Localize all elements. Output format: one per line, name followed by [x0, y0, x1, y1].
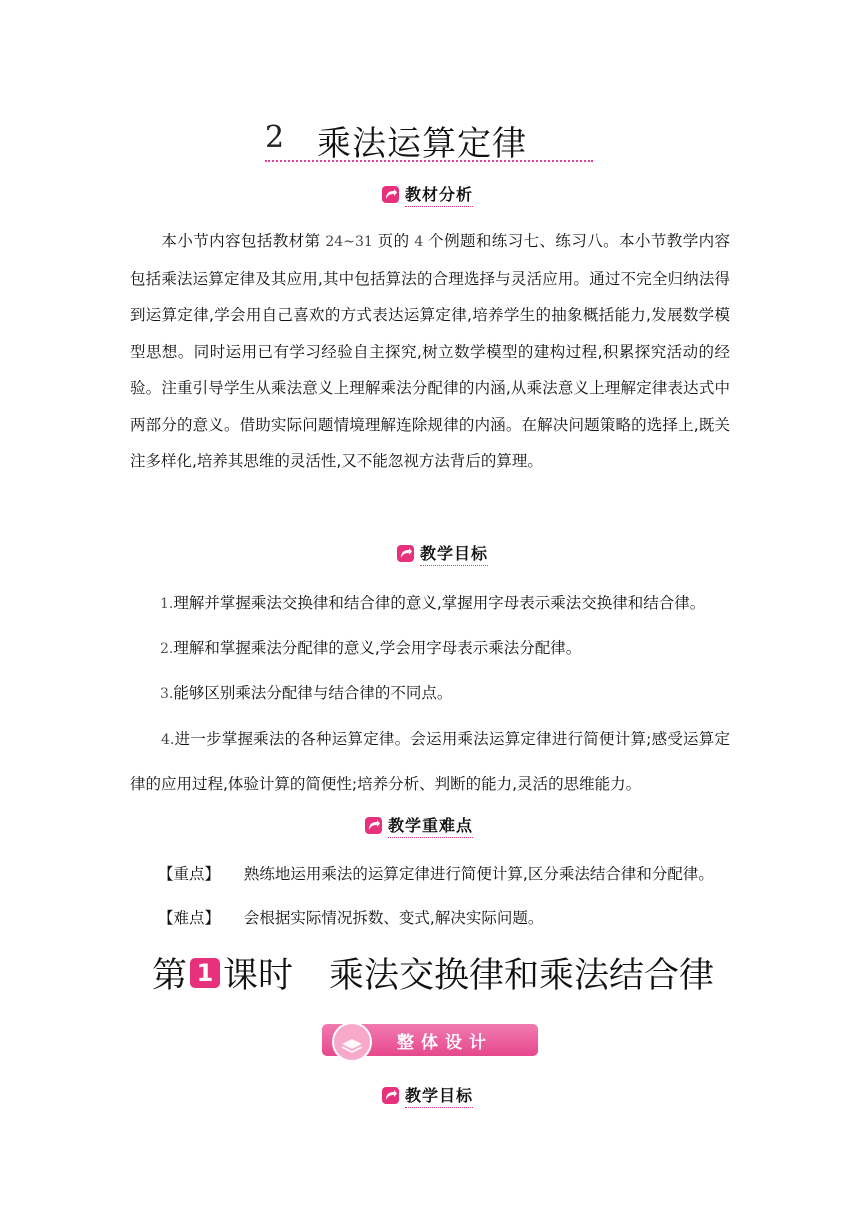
objective-item — [130, 717, 730, 806]
lesson-suffix: 课时 — [223, 956, 294, 996]
lesson-prefix: 第 — [152, 956, 188, 996]
chapter-number: 2 — [265, 120, 285, 155]
analysis-text-2: 页的 — [377, 232, 410, 250]
overall-design-banner — [322, 1024, 538, 1056]
objective-text: 理解和掌握乘法分配律的意义,学会用字母表示乘法分配律。 — [173, 639, 582, 657]
bookmark-arrow-icon — [365, 817, 382, 834]
bookmark-arrow-icon — [382, 1087, 399, 1104]
objective-item — [160, 636, 581, 658]
objective-item — [160, 591, 705, 613]
lesson-name: 乘法交换律和乘法结合律 — [329, 956, 715, 996]
focus-row — [158, 862, 714, 884]
chapter-title — [265, 118, 593, 162]
analysis-paragraph — [130, 223, 730, 480]
objective-item — [160, 681, 452, 703]
objective-number: 1. — [160, 596, 174, 612]
section-heading-objectives — [397, 540, 488, 566]
objective-number: 4. — [161, 732, 175, 748]
section-heading-objectives-2 — [382, 1082, 473, 1108]
page-to: 31 — [354, 234, 373, 250]
lesson-title — [152, 948, 714, 998]
analysis-text-1: 本小节内容包括教材第 — [161, 232, 321, 250]
objective-number: 3. — [160, 686, 174, 702]
book-emblem-icon — [332, 1022, 372, 1062]
chapter-name: 乘法运算定律 — [317, 124, 527, 164]
focus-text: 熟练地运用乘法的运算定律进行简便计算,区分乘法结合律和分配律。 — [243, 865, 714, 883]
banner-label: 整体设计 — [397, 1033, 493, 1053]
objective-text: 能够区别乘法分配律与结合律的不同点。 — [173, 684, 453, 702]
section-heading-analysis — [382, 181, 473, 207]
bookmark-arrow-icon — [382, 186, 399, 203]
section-label: 教学重难点 — [388, 813, 473, 838]
objective-text: 理解并掌握乘法交换律和结合律的意义,掌握用字母表示乘法交换律和结合律。 — [173, 594, 706, 612]
page-from: 24 — [325, 234, 344, 250]
difficulty-text: 会根据实际情况拆数、变式,解决实际问题。 — [243, 909, 544, 927]
lesson-number-badge: 1 — [190, 958, 220, 988]
difficulty-row — [158, 906, 543, 928]
page-sep: ~ — [343, 234, 355, 250]
section-label: 教材分析 — [405, 182, 473, 207]
example-count: 4 — [414, 234, 424, 250]
section-heading-key-points — [365, 812, 473, 838]
objective-text: 进一步掌握乘法的各种运算定律。会运用乘法运算定律进行简便计算;感受运算定律的应用过程,体验计算的简便性;培养分析、判断的能力,灵活的思维能力。 — [130, 730, 730, 793]
analysis-text-3: 个例题和练习七、练习八。本小节教学内容包括乘法运算定律及其应用,其中包括算法的合理选择与灵活应用。通过不完全归纳法得到运算定律,学会用自己喜欢的方式表达运算定律,培养学生的抽象概括能力,发展数学模型思想。同时运用已有学习经验自主探究,树立数学模型的建构过程,积累探究活动的经验。注重引导学生从乘法意义上理解乘法分配律的内涵,从乘法意义上理解定律表达式中两部分的意义。借助实际问题情境理解连除规律的内涵。在解决问题策略的选择上,既关注多样化,培养其思维的灵活性,又不能忽视方法背后的算理。 — [130, 232, 731, 470]
section-label: 教学目标 — [420, 541, 488, 566]
objective-number: 2. — [160, 641, 174, 657]
difficulty-tag: 【难点】 — [158, 909, 221, 927]
section-label: 教学目标 — [405, 1083, 473, 1108]
bookmark-arrow-icon — [397, 545, 414, 562]
focus-tag: 【重点】 — [158, 865, 221, 883]
